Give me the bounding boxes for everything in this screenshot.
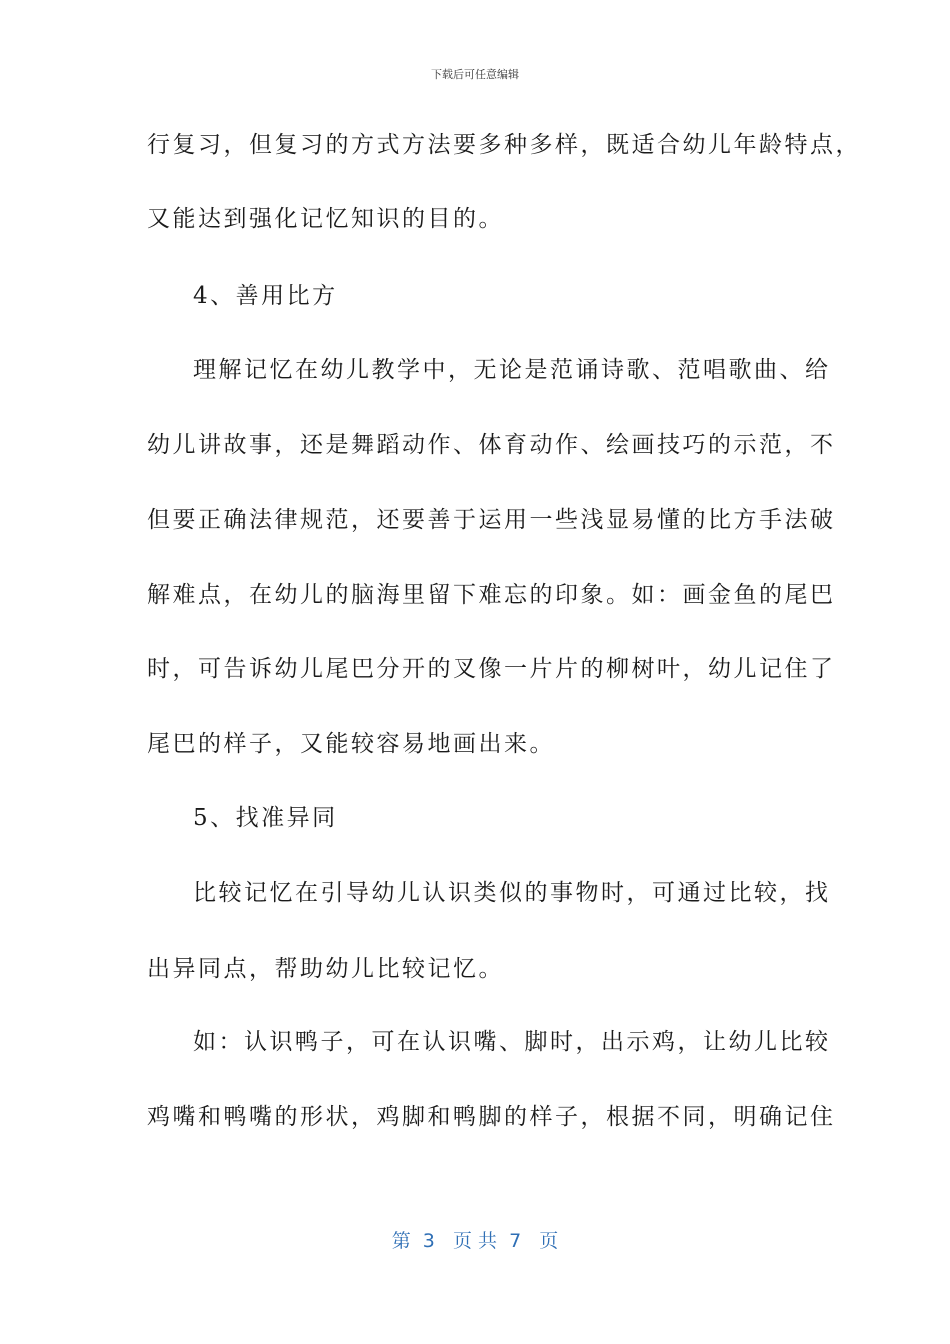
body-line: 行复习，但复习的方式方法要多种多样，既适合幼儿年龄特点，	[147, 132, 861, 158]
body-line: 比较记忆在引导幼儿认识类似的事物时，可通过比较，找	[193, 880, 831, 906]
section-heading: 5、找准异同	[193, 805, 338, 831]
body-line: 时，可告诉幼儿尾巴分开的叉像一片片的柳树叶，幼儿记住了	[147, 656, 836, 682]
page-number-footer: 第 3 页 共 7 页	[391, 1230, 559, 1252]
body-line: 理解记忆在幼儿教学中，无论是范诵诗歌、范唱歌曲、给	[193, 357, 831, 383]
body-line: 尾巴的样子，又能较容易地画出来。	[147, 731, 555, 757]
body-line: 幼儿讲故事，还是舞蹈动作、体育动作、绘画技巧的示范，不	[147, 432, 836, 458]
body-line: 如：认识鸭子，可在认识嘴、脚时，出示鸡，让幼儿比较	[193, 1029, 831, 1055]
section-heading: 4、善用比方	[193, 283, 338, 309]
page-header: 下载后可任意编辑	[431, 68, 519, 81]
body-line: 鸡嘴和鸭嘴的形状，鸡脚和鸭脚的样子，根据不同，明确记住	[147, 1104, 836, 1130]
body-line: 又能达到强化记忆知识的目的。	[147, 206, 504, 232]
body-line: 解难点，在幼儿的脑海里留下难忘的印象。如：画金鱼的尾巴	[147, 582, 836, 608]
body-line: 出异同点，帮助幼儿比较记忆。	[147, 956, 504, 982]
body-line: 但要正确法律规范，还要善于运用一些浅显易懂的比方手法破	[147, 507, 836, 533]
